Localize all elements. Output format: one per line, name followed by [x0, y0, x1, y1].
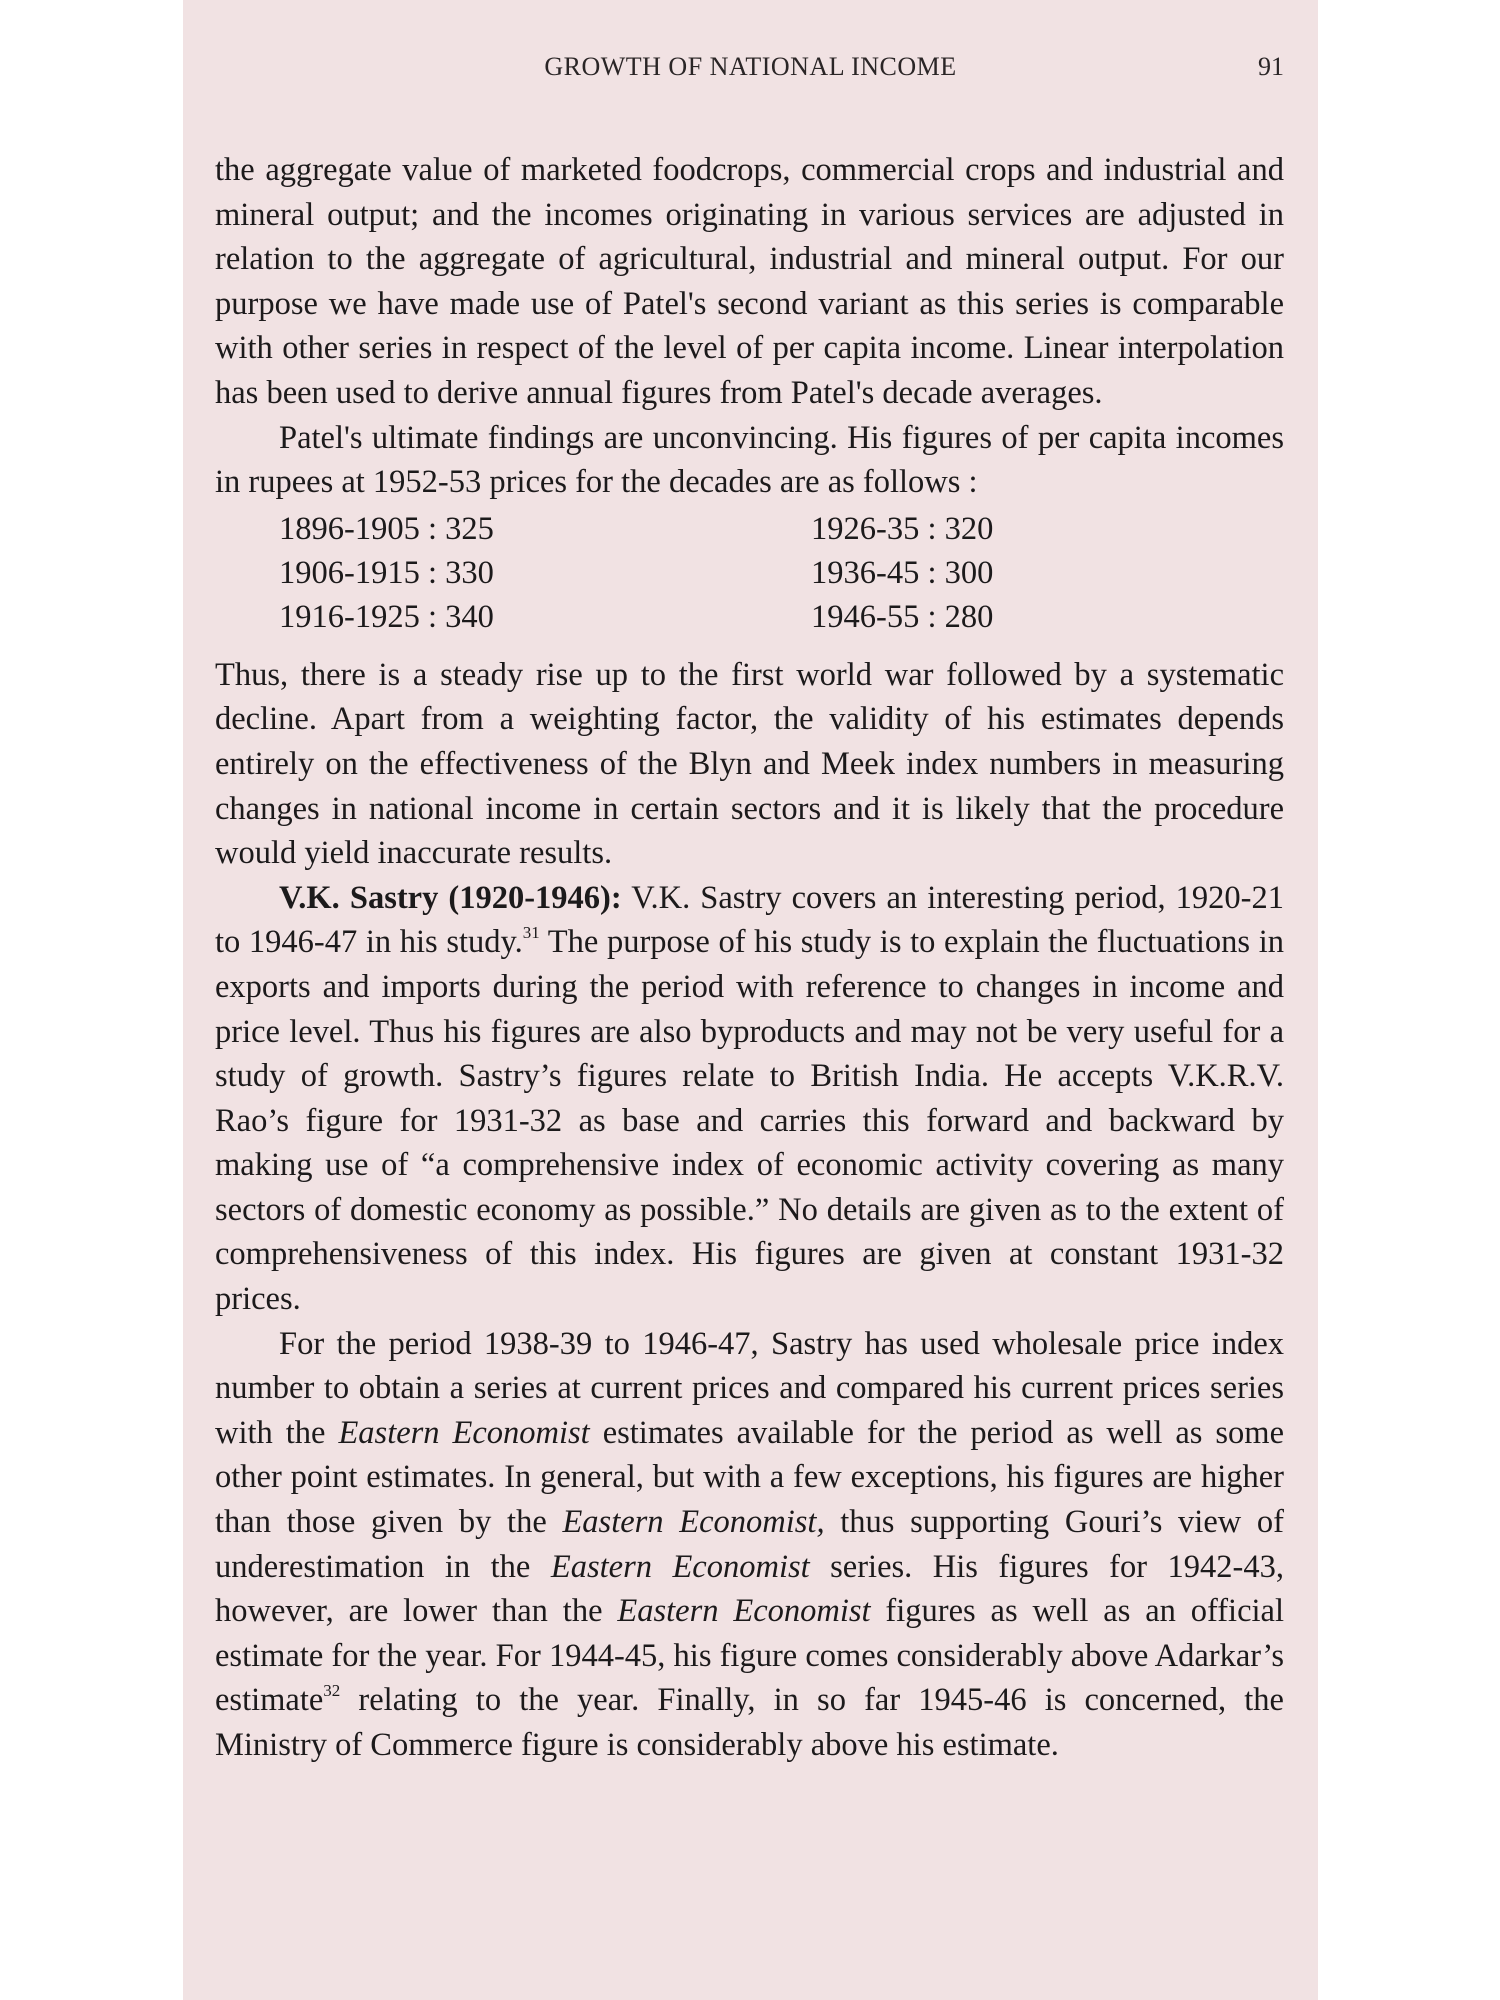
- section-heading-sastry: V.K. Sastry (1920-1946):: [279, 879, 622, 916]
- table-cell: 1896-1905 : 325: [279, 510, 494, 547]
- paragraph-sastry-period: [215, 1322, 1284, 1768]
- footnote-ref-32: 32: [323, 1681, 341, 1701]
- body-text: [215, 148, 1284, 1768]
- italic-eastern-economist: Eastern Economist: [338, 1414, 590, 1451]
- table-cell: 1926-35 : 320: [811, 510, 994, 547]
- paragraph-conclusion: Thus, there is a steady rise up to the first world war followed by a systematic decline. Apart from a weighting factor, the validity of his estimates depends entirely on the effectiveness of the Blyn and Meek index numbers in measuring changes in national income in certain sectors and it is likely that the procedure would yield inaccurate results.: [215, 656, 1284, 872]
- italic-eastern-economist: Eastern Economist,: [562, 1504, 825, 1541]
- text-span: V.K. Sastry covers an interesting period, 1920-21 to 1946-47 in his study.: [215, 879, 1285, 961]
- text-span: For the period 1938-39 to 1946-47, Sastry has used wholesale price index number to obtain a series at current prices and compared his current prices series with the: [215, 1325, 1284, 1451]
- text-span: figures as well as an official estimate for the year. For 1944-45, his figure comes considerably above Adarkar’s estimate: [215, 1593, 1284, 1719]
- running-head-title: GROWTH OF NATIONAL INCOME: [544, 52, 957, 81]
- text-span: thus supporting Gouri’s view of underestimation in the: [215, 1504, 1284, 1585]
- paragraph-sastry: [215, 876, 1284, 1322]
- table-cell: 1906-1915 : 330: [279, 554, 494, 591]
- decade-income-table: [279, 505, 1284, 639]
- table-cell: 1936-45 : 300: [811, 554, 994, 591]
- italic-eastern-economist: Eastern Economist: [617, 1593, 871, 1630]
- footnote-ref-31: 31: [522, 923, 540, 943]
- text-span: series. His figures for 1942-43, however, are lower than the: [215, 1548, 1284, 1630]
- italic-eastern-economist: Eastern Economist: [550, 1548, 810, 1585]
- table-cell: 1916-1925 : 340: [279, 598, 494, 635]
- table-cell: 1946-55 : 280: [811, 598, 994, 635]
- running-header: [183, 52, 1318, 92]
- paragraph-patel-findings: Patel's ultimate findings are unconvincing. His figures of per capita incomes in rupees at 1952-53 prices for the decades are as follows :: [215, 419, 1284, 501]
- text-span: estimates available for the period as well as some other point estimates. In general, but with a few exceptions, his figures are higher than those given by the: [215, 1414, 1285, 1541]
- text-span: The purpose of his study is to explain the fluctuations in exports and imports during the period with reference to changes in income and price level. Thus his figures are also byproducts and may not be very useful for a study of growth. Sastry’s figures relate to British India. He accepts V.K.R.V. Rao’s figure for 1931-32 as base and carries this forward and backward by making use of “a comprehensive index of economic activity covering as many sectors of domestic economy as possible.” No details are given as to the extent of comprehensiveness of this index. His figures are given at constant 1931-32 prices.: [215, 924, 1284, 1318]
- text-span: relating to the year. Finally, in so far 1945-46 is concerned, the Ministry of Commerce figure is considerably above his estimate.: [215, 1682, 1284, 1763]
- paragraph-continuation: the aggregate value of marketed foodcrops, commercial crops and industrial and mineral output; and the incomes originating in various services are adjusted in relation to the aggregate of agricultural, industrial and mineral output. For our purpose we have made use of Patel's second variant as this series is comparable with other series in respect of the level of per capita income. Linear interpolation has been used to derive annual figures from Patel's decade averages.: [215, 152, 1284, 411]
- page-number: 91: [1258, 52, 1284, 81]
- book-page: [183, 0, 1318, 2000]
